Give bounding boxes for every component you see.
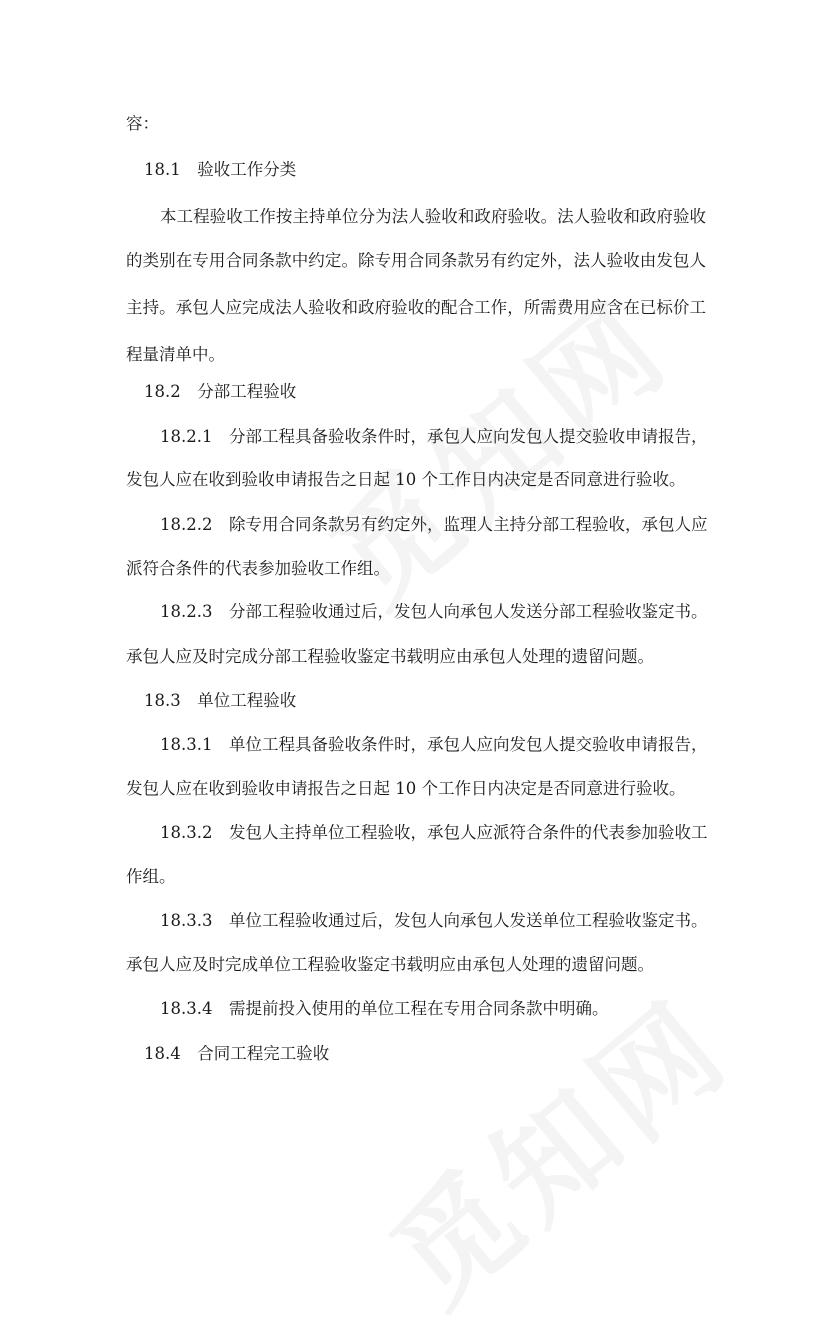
paragraph-line [126, 250, 706, 272]
paragraph-line: 发包人应在收到验收申请报告之日起 10 个工作日内决定是否同意进行验收。 [126, 779, 686, 798]
paragraph-text: 主持。承包人应完成法人验收和政府验收的配合工作，所需费用应含在已标价工 [126, 298, 706, 317]
paragraph-text: 18.2.2 除专用合同条款另有约定外，监理人主持分部工程验收，承包人应 [160, 515, 708, 534]
paragraph-text: 的类别在专用合同条款中约定。除专用合同条款另有约定外，法人验收由发包人 [126, 251, 706, 270]
paragraph-line: 派符合条件的代表参加验收工作组。 [126, 559, 390, 578]
paragraph-line: 作组。 [126, 867, 176, 886]
paragraph-line [160, 206, 706, 228]
section-heading-18-2: 18.2 分部工程验收 [144, 382, 297, 401]
paragraph-text: 18.3.1 单位工程具备验收条件时，承包人应向发包人提交验收申请报告， [160, 735, 708, 754]
section-heading-18-4: 18.4 合同工程完工验收 [144, 1044, 330, 1063]
paragraph-line: 承包人应及时完成单位工程验收鉴定书载明应由承包人处理的遗留问题。 [126, 955, 654, 974]
paragraph-line [126, 297, 706, 319]
clause-18-3-2 [160, 822, 706, 844]
clause-18-3-4: 18.3.4 需提前投入使用的单位工程在专用合同条款中明确。 [160, 999, 609, 1018]
section-heading-18-1: 18.1 验收工作分类 [144, 160, 297, 179]
clause-18-2-2 [160, 514, 706, 536]
paragraph-text: 18.3.2 发包人主持单位工程验收，承包人应派符合条件的代表参加验收工 [160, 823, 708, 842]
clause-18-2-1 [160, 426, 706, 448]
paragraph-text: 18.2.1 分部工程具备验收条件时，承包人应向发包人提交验收申请报告， [160, 427, 708, 446]
paragraph-line: 程量清单中。 [126, 345, 225, 364]
section-heading-18-3: 18.3 单位工程验收 [144, 691, 297, 710]
paragraph-text: 本工程验收工作按主持单位分为法人验收和政府验收。法人验收和政府验收 [160, 207, 706, 226]
paragraph-text: 18.3.3 单位工程验收通过后，发包人向承包人发送单位工程验收鉴定书。 [160, 911, 708, 930]
clause-18-2-3 [160, 601, 706, 623]
clause-18-3-3 [160, 910, 706, 932]
paragraph-line: 发包人应在收到验收申请报告之日起 10 个工作日内决定是否同意进行验收。 [126, 470, 686, 489]
paragraph-continuation: 容： [126, 114, 159, 133]
paragraph-text: 18.2.3 分部工程验收通过后，发包人向承包人发送分部工程验收鉴定书。 [160, 602, 708, 621]
clause-18-3-1 [160, 734, 706, 756]
paragraph-line: 承包人应及时完成分部工程验收鉴定书载明应由承包人处理的遗留问题。 [126, 647, 654, 666]
